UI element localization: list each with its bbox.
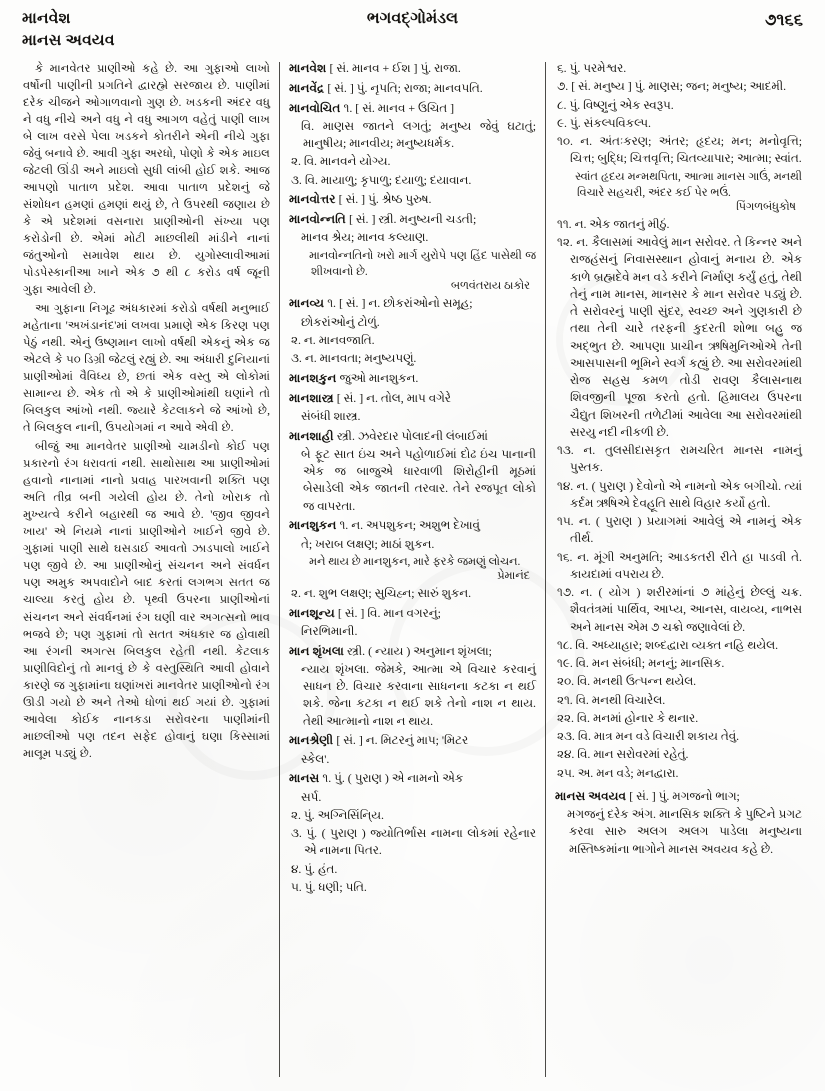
dictionary-entry [289,605,536,641]
entry-sense: સર્પ. [301,789,322,804]
entry-sense: ૧૧. ન. એક જાતનું મીઠું. [557,216,670,231]
entry-definition-line: માનવોન્નતિ [ સં. ] સ્ત્રી. મનુષ્યની ચડતી; [289,212,477,226]
entry-sense: ૨૦. વિ. મનથી ઉત્પન્ન થયેલ. [557,674,697,689]
running-head-secondary: માનસ અવયવ [22,32,115,50]
entry-headword: માન શૃંખલા [289,643,348,658]
entry-sense: ૧૨. ન. કૈલાસમાં આવેલું માન સરોવર. તે કિન્નર અને રાજહંસનું નિવાસસ્થાન હોવાનું મનાય છે. એક કાળે બ્રહ્મદેવે મન વડે કરીને નિર્માણ કર્યું હતું, તેથી તેનું નામ માનસ, માનસર કે માન સરોવર પડ્યું છે. તે સરોવરનું પાણી સુંદર, સ્વચ્છ અને ગુણકારી છે તથા તેની ચારે તરફની કુદરતી શોભા બહુ જ અદ્ભુત છે. આપણા પ્રાચીન ઋષિમુનિઓએ તેની આસપાસની ભૂમિને સ્વર્ગ કહ્યું છે. આ સરોવરમાંથી રોજ સહસ્ર કમળ તોડી રાવણ કૈલાસનાથ શિવજીની પૂજા કરતો હતો. હિમાલય ઉપરના ચૈદ્યુત શિખરની તળેટીમાં આવેલા આ સરોવરમાંથી સરયુ નદી નીકળી છે. [557,235,802,439]
entry-headword: માનવોન્નતિ [289,212,349,226]
entry-sense: ૩. વિ. માયાળુ; કૃપાળુ; દયાળુ; દયાવાન. [291,172,472,187]
entry-definition-line: માનશકુન જુઓ માનશુકન. [289,370,419,385]
entry-sense: ૨. ન. માનવજાતિ. [291,332,375,347]
entry-sense: ૨. ન. શુભ લક્ષણ; સુચિહ્ન; સારું શુકન. [291,585,472,600]
column-middle [280,60,545,1083]
three-column-body [14,60,811,1083]
entry-definition-line: માન શૃંખલા સ્ત્રી. ( ન્યાય ) અનુમાન શૃંખલા; [289,643,492,658]
entry-sense: ૧૭. ન. ( યોગ ) શરીરમાંનાં ૭ માંહેનું છેલ્લું ચક્ર. શૈવતંત્રમાં પાર્થિવ, આપ્ય, આનસ, વાયવ્ય, નાભસ અને માનસ એમ ૭ ચક્રો જણાવેલાં છે. [557,585,802,634]
entry-sense: ૯. પું. સંકલ્પવિકલ્પ. [557,115,651,130]
entry-headword: માનસ [289,771,323,786]
entry-sense: ૨૩. વિ. માત્ર મન વડે વિચારી શકાય તેવું. [557,729,740,744]
entry-definition-line: માનવોત્તર [ સં. ] પું. શ્રેષ્ઠ પુરુષ. [289,192,432,207]
dictionary-entry [289,80,536,97]
entry-sense: ૩. પું. ( પુરાણ ) જ્યોતિર્ભાસ નામના લોકમાં રહેનાર એ નામના પિતર. [291,826,536,858]
entry-definition-line: માનસ અવયવ [ સં. ] પું. મગજનો ભાગ; [555,788,740,803]
dictionary-entry [289,370,536,387]
dictionary-entry [289,191,536,208]
entry-sense: ૨. વિ. માનવને યોગ્ય. [291,154,391,169]
running-head-primary: માનવેશ [22,10,71,27]
entry-sense: ૧૦. ન. અંતઃકરણ; અંતર; હૃદય; મન; મનોવૃત્તિ; ચિત્ત; બુદ્ધિ; ચિત્તવૃત્તિ; ચિતવ્યાપાર; આત્મા; સ્વાંત. [557,134,802,166]
page-header [0,0,825,56]
entry-sense: ૧૩. ન. તુલસીદાસકૃત રામચરિત માનસ નામનું પુસ્તક. [557,443,802,475]
dictionary-entry [289,428,536,515]
entry-definition-line: માનશાસ્ત્ર [ સં. ] ન. તોલ, માપ વગેરે [289,390,451,405]
entry-headword: માનશકુન [289,370,340,385]
entry-definition-line: માનવોચિત ૧. [ સં. માનવ + ઉચિત ] [289,100,455,115]
dictionary-entry [289,60,536,77]
entry-sense: ૫. પું. ધણી; પતિ. [291,879,367,894]
entry-sense: ૬. પું. પરમેશ્વર. [557,61,627,75]
entry-sense: ૪. પું. હંત. [291,861,338,876]
article-paragraph: આ ગુફાના નિગૂઢ અંધકારમાં કરોડો વર્ષથી મનુભાઈ મહેતાના 'અખંડાનંદ'માં લખવા પ્રમાણે એક કિરણ પણ પેઠું નથી. એનું ઉષ્ણમાન લાખો વર્ષથી એકનું એક જ એટલે કે ૫૦ ડિગ્રી જેટલું રહ્યું છે. આ અંધારી દુનિયાનાં પ્રાણીઓમાં વૈવિધ્ય છે, છતાં એક વસ્તુ એ લોકોમાં સામાન્ય છે. એક તો એ કે પ્રાણીઓમાંથી ઘણાંને તો બિલકુલ આંખો નથી. જ્યારે કેટલાકને જે આંખો છે, તે બિલકુલ નાની, ઉપયોગમાં ન આવે એવી છે. [23,302,270,435]
entry-sense: ૩. ન. માનવતા; મનુષ્યપણું. [291,351,417,366]
entry-definition-line: માનવેંદ્ર [ સં. ] પું. નૃપતિ; રાજા; માનવપતિ. [289,80,483,95]
quotation-attribution: બળવંતરાય ઠાકોર [450,279,530,292]
entry-sense: ૨. પું. અગ્નિસિંનિ્ય. [291,807,384,822]
entry-definition-line: માનવેશ [ સં. માનવ + ઈશ ] પું. રાજા. [289,61,461,75]
column-right [546,60,811,1083]
dictionary-entry [289,295,536,367]
dictionary-entry [289,770,536,896]
entry-sense: નિરભિમાની. [301,623,358,638]
article-paragraph: બીજું આ માનવેતર પ્રાણીઓ ચામડીનો કોઈ પણ પ્રકારનો રંગ ધરાવતાં નથી. સાથોસાથ આ પ્રાણીઓમાં હવાનો નાનામાં નાનો પ્રવાહ પારખવાની શક્તિ પણ અતિ તીવ્ર બની ગયેલી હોય છે. તેનો ખોરાક તો મુખ્યત્વે કરીને બહારથી જ આવે છે. 'જીવ જીવને ખાય' એ નિયમે નાનાં પ્રાણીઓને ખાઈને જીવે છે. ગુફામાં પાણી સાથે ઘસડાઈ આવતો ઝાડપાલો ખાઈને પણ જીવે છે. આ પ્રાણીઓનું સંચનન અને સંવર્ધન પણ અમુક અપવાદોને બાદ કરતાં લગભગ સતત જ ચાલ્યા કરતું હોય છે. પૃથ્વી ઉપરના પ્રાણીઓનાં સંચનન અને સંવર્ધનમાં રંગ ઘણી વાર અગત્સનો ભાવ ભજવે છે; પણ ગુફામાં તો સતત અંધકાર જ હોવાથી આ રંગની અગત્સ બિલકુલ રહેતી નથી. કેટલાક પ્રાણીવિદોનું તો માનવું છે કે વસ્તુસ્થિતિ આવી હોવાને કારણે જ ગુફામાંના ઘણાંખરાં માનવેતર પ્રાણીઓનો રંગ ઊડી ગયો છે અને તેઓ ધોળાં થઈ ગયાં છે. ગુફામાં આવેલા કોઈક નાનકડા સરોવરના પાણીમાંની માછલીઓ પણ તદન સફેદ હોવાનું ઘણા કિસ્સામાં માલૂમ પડ્યું છે. [23,440,270,760]
entry-sense: ૮. પું. વિષ્ણુનું એક સ્વરૂપ. [557,97,674,112]
entry-headword: માનશૂન્ય [289,605,338,620]
entry-headword: માનશુકન [289,518,340,533]
dictionary-entry [289,643,536,730]
entry-sense: વિ. માણસ જાતને લગતું; મનુષ્ય જેવું ઘટાતું; માનુષીય; માનવીય; મનુષ્યધર્મક. [301,118,536,150]
entry-headword: માનશ્રેણી [289,733,337,748]
page-number: ૭૧૬૬ [764,10,803,29]
dictionary-entry [289,732,536,768]
entry-quotation: માનવોન્નતિનો ખરો માર્ગ યુરોપે પણ હિંદ પાસેથી જ શીખવાનો છે. [309,249,536,278]
entry-sense: બે ફૂટ સાત ઇંચ અને પહોળાઈમાં દોઢ ઇંચ પાનાની એક જ બાજુએ ધારવાળી શિરોહીની મૂઠમાં બેસાડેલી એક જાતની તરવાર. તેને રજપૂત લોકો જ વાપરતા. [301,446,536,513]
column-left [14,60,279,1083]
entry-sense: ૧૪. ન. ( પુરાણ ) દેવોનો એ નામનો એક બગીચો. ત્યાં કર્દમ ઋષિએ દેવહૂતિ સાથે વિહાર કર્યો હતો. [557,478,802,510]
book-title: ભગવદ્ગોમંડલ [366,10,459,27]
entry-headword: માનવોચિત [289,100,344,115]
entry-sense: ૨૨. વિ. મનમાં હોનાર કે થનાર. [557,710,699,725]
entry-definition-line: માનવ્ય ૧. [ સં. ] ન. છોકરાંઓનો સમૂહ; [289,296,473,311]
entry-headword: માનવોત્તર [289,192,339,207]
entry-headword: માનવ્ય [289,296,328,311]
entry-headword: માનશાહી [289,428,337,443]
dictionary-entry [555,788,802,858]
entry-sense: ૨૪. વિ. માન સરોવરમાં રહેતું. [557,747,689,762]
entry-definition-line: માનશુકન ૧. ન. અપશુકન; અશુભ દેખાવું [289,518,480,533]
entry-sense: સંબંધી શાસ્ત્ર. [301,408,361,423]
dictionary-entry [289,100,536,189]
entry-headword: માનવેશ [289,61,330,75]
entry-sense: ૧૫. ન. ( પુરાણ ) પ્રયાગમાં આવેલું એ નામનું એક તીર્થ. [557,514,802,546]
entry-sense: મગજનું દરેક અંગ. માનસિક શક્તિ કે પુષ્ટિને પ્રગટ કરવા સારુ અલગ અલગ પાડેલા મનુષ્યના મસ્તિષ્કમાંના ભાગોને માનસ અવયવ કહે છે. [567,807,802,856]
entry-sense: ૭. [ સં. મનુષ્ય ] પું. માણસ; જન; મનુષ્ય; આદમી. [557,79,787,94]
entry-definition-line: માનશ્રેણી [ સં. ] ન. મિટરનું માપ; 'મિટર [289,733,469,748]
entry-definition-line: માનસ ૧. પું. ( પુરાણ ) એ નામનો એક [289,771,464,786]
dictionary-entry [289,517,536,602]
entry-sense: તે; ખરાબ લક્ષણ; માઠાં શુકન. [301,536,435,551]
dictionary-entry [289,211,536,293]
entry-definition-line: માનશૂન્ય [ સં. ] વિ. માન વગરનું; [289,605,441,620]
entry-sense: સ્કેલ'. [301,751,330,766]
article-paragraph: કે માનવેતર પ્રાણીઓ કહે છે. આ ગુફાઓ લાખો વર્ષોની પાણીની પ્રગતિને દ્વારહ્મે સરજાય છે. પાણીમાં દરેક ચીજને ઓગાળવાનો ગુણ છે. ખડકની અંદર વધુ ને વધુ નીચે અને વધુ ને વધુ આગળ વહેતું પાણી લાખ બે લાખ વરસે પેલા ખડકને કોતરીને એની નીચે ગુફા જેવું બનાવે છે. આવી ગુફા અરધો, પોણો કે એક માઇલ જેટલી ઊંડી અને માઇલો સુધી લાંબી હોઈ શકે. આજ આપણો પાતાળ પ્રદેશ. આવા પાતાળ પ્રદેશનું જે સંશોધન હમણાં હમણાં થયું છે, તે ઉપરથી જણાય છે કે એ પ્રદેશમાં વસનારા પ્રાણીઓની સંખ્યા પણ કરોડોની છે. એમાં મોટી માછલીથી માંડીને નાનાં જંતુઓનો સમાવેશ થાય છે. યુગોસ્લાવીઆમાં પોડપેસ્કાનીઆ ખાને એક ૭ થી ૮ કરોડ વર્ષ જૂની ગુફા આવેલી છે. [23,62,270,297]
entry-sense: ન્યાય શૃંખલા. જેમકે, આત્મા એ વિચાર કરવાનું સાધન છે. વિચાર કરવાના સાધનના કટકા ન થઈ શકે. જેના કટકા ન થઈ શકે તેનો નાશ ન થાય. તેથી આત્માનો નાશ ન થાય. [301,661,536,728]
dictionary-entry [289,390,536,426]
entry-sense: માનવ શ્રેય; માનવ કલ્યાણ. [301,230,429,245]
entry-definition-line: માનશાહી સ્ત્રી. ઝવેરદાર પોલાદની લંબાઈમાં [289,428,488,443]
entry-sense: છોકરાંઓનું ટોળું. [301,314,380,329]
entry-quotation: મને થાય છે માનશુકન, મારે ફરકે જમણું લોચન. [309,555,521,568]
entry-sense: ૧૯. વિ. મન સંબંધી; મનનું; માનસિક. [557,656,725,671]
entry-quotation: સ્વાંત હૃદય મન્મથપિતા, આત્મા માનસ ગાઉં, મનથી વિચારે સહચરી, અંદર કઈ પેર ભઉં. [575,170,802,199]
entry-sense: ૧૮. વિ. અધ્યાહાર; શબ્દદ્વારા વ્યક્ત નહિ થયેલ. [557,637,779,652]
entry-sense: ૨૧. વિ. મનથી વિચારેલ. [557,692,666,707]
entry-sense: ૨૫. અ. મન વડે; મનદ્વારા. [557,765,679,780]
entry-headword: માનસ અવયવ [555,788,630,803]
entry-headword: માનશાસ્ત્ર [289,390,337,405]
quotation-attribution: પ્રેમાનંદ [497,569,530,582]
entry-headword: માનવેંદ્ર [289,80,328,95]
entry-sense: ૧૬. ન. મૂંગી અનુમતિ; આડકતરી રીતે હા પાડવી તે. કાયદામાં વપરાય છે. [557,549,802,581]
quotation-attribution: પિંગળબંધુકોષ [736,200,796,213]
